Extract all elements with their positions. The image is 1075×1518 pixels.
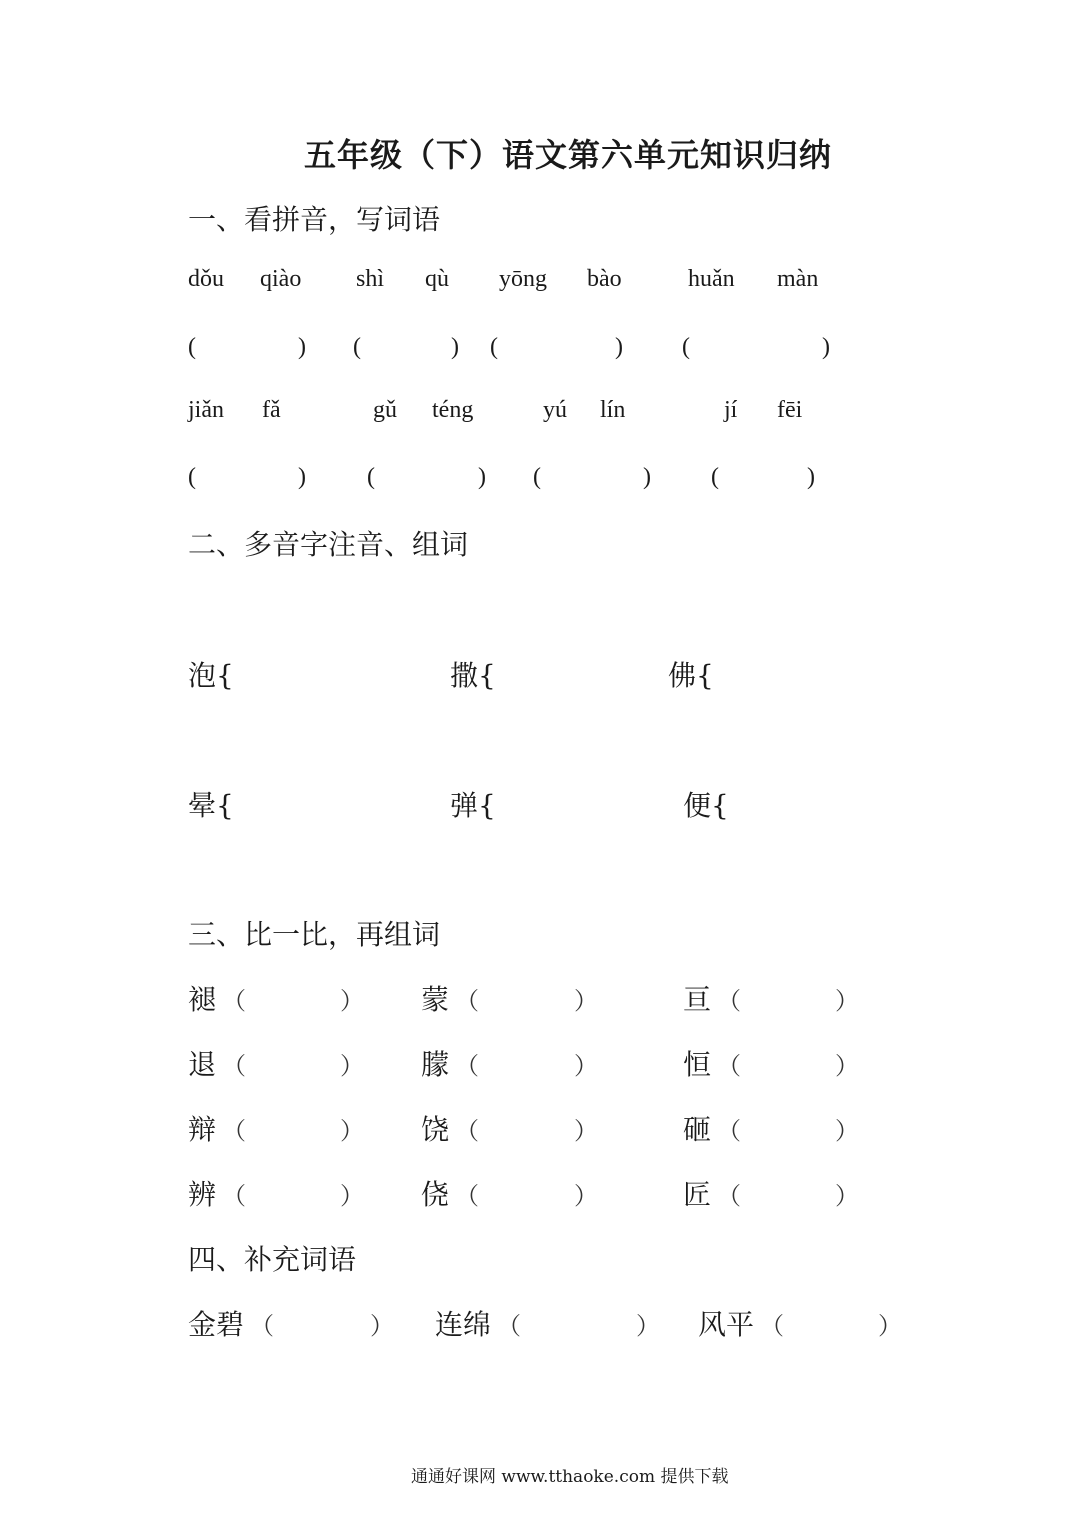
section-4-heading: 四、补充词语	[188, 1243, 357, 1276]
compare-char: 退	[188, 1048, 217, 1081]
polyphone-item: 便{	[683, 789, 729, 822]
answer-blank-close: ）	[574, 1052, 598, 1080]
page-title: 五年级（下）语文第六单元知识归纳	[304, 136, 833, 174]
compare-char: 砸	[683, 1113, 712, 1146]
answer-blank-open: （	[455, 1182, 479, 1210]
answer-blank-close: ）	[370, 1312, 394, 1340]
pinyin: lín	[600, 397, 626, 423]
answer-blank-open: (	[533, 464, 541, 490]
answer-blank-close: ）	[340, 1182, 364, 1210]
pinyin: shì	[356, 266, 385, 292]
compare-char: 辩	[188, 1113, 217, 1146]
answer-blank-close: )	[298, 334, 306, 360]
answer-blank-close: ）	[340, 987, 364, 1015]
idiom-prefix: 风平	[698, 1308, 755, 1341]
polyphone-item: 晕{	[188, 789, 234, 822]
compare-char: 亘	[683, 983, 712, 1016]
answer-blank-open: （	[455, 1052, 479, 1080]
compare-char: 朦	[421, 1048, 450, 1081]
compare-char: 褪	[188, 983, 217, 1016]
answer-blank-open: (	[682, 334, 690, 360]
answer-blank-open: （	[717, 987, 741, 1015]
pinyin: huǎn	[688, 266, 735, 292]
compare-char: 侥	[421, 1178, 450, 1211]
answer-blank-close: ）	[835, 987, 859, 1015]
answer-blank-close: ）	[340, 1052, 364, 1080]
idiom-prefix: 金碧	[188, 1308, 245, 1341]
answer-blank-open: （	[760, 1312, 784, 1340]
polyphone-item: 佛{	[668, 659, 714, 692]
polyphone-item: 泡{	[188, 659, 234, 692]
compare-char: 辨	[188, 1178, 217, 1211]
answer-blank-open: （	[455, 987, 479, 1015]
pinyin: dǒu	[188, 266, 224, 292]
answer-blank-open: （	[717, 1052, 741, 1080]
answer-blank-open: （	[222, 987, 246, 1015]
pinyin: yú	[543, 397, 567, 423]
answer-blank-open: (	[711, 464, 719, 490]
compare-char: 蒙	[421, 983, 450, 1016]
pinyin: jí	[724, 397, 738, 423]
answer-blank-open: (	[353, 334, 361, 360]
answer-blank-close: )	[478, 464, 486, 490]
answer-blank-open: （	[250, 1312, 274, 1340]
answer-blank-open: （	[717, 1182, 741, 1210]
pinyin: yōng	[499, 266, 547, 292]
answer-blank-open: （	[497, 1312, 521, 1340]
answer-blank-open: (	[188, 464, 196, 490]
answer-blank-open: (	[188, 334, 196, 360]
answer-blank-open: （	[222, 1052, 246, 1080]
compare-char: 恒	[683, 1048, 712, 1081]
answer-blank-open: (	[367, 464, 375, 490]
answer-blank-close: )	[822, 334, 830, 360]
answer-blank-close: ）	[574, 987, 598, 1015]
section-3-heading: 三、比一比，再组词	[188, 918, 441, 951]
answer-blank-close: )	[807, 464, 815, 490]
polyphone-item: 撒{	[450, 659, 496, 692]
answer-blank-close: ）	[574, 1182, 598, 1210]
answer-blank-close: ）	[574, 1117, 598, 1145]
pinyin: bào	[587, 266, 622, 292]
pinyin: qiào	[260, 266, 302, 292]
answer-blank-close: ）	[835, 1182, 859, 1210]
answer-blank-open: (	[490, 334, 498, 360]
answer-blank-close: )	[615, 334, 623, 360]
pinyin: màn	[777, 266, 819, 292]
answer-blank-close: )	[643, 464, 651, 490]
answer-blank-open: （	[455, 1117, 479, 1145]
pinyin: fēi	[777, 397, 803, 423]
answer-blank-close: ）	[835, 1052, 859, 1080]
compare-char: 饶	[421, 1113, 450, 1146]
section-2-heading: 二、多音字注音、组词	[188, 528, 469, 561]
section-1-heading: 一、看拼音，写词语	[188, 203, 441, 236]
answer-blank-close: )	[451, 334, 459, 360]
compare-char: 匠	[683, 1178, 712, 1211]
answer-blank-close: )	[298, 464, 306, 490]
answer-blank-open: （	[717, 1117, 741, 1145]
answer-blank-close: ）	[636, 1312, 660, 1340]
answer-blank-open: （	[222, 1117, 246, 1145]
footer-source: 通通好课网 www.tthaoke.com 提供下载	[411, 1467, 729, 1487]
answer-blank-close: ）	[878, 1312, 902, 1340]
pinyin: jiǎn	[188, 397, 224, 423]
answer-blank-close: ）	[340, 1117, 364, 1145]
idiom-prefix: 连绵	[435, 1308, 492, 1341]
pinyin: téng	[432, 397, 474, 423]
answer-blank-close: ）	[835, 1117, 859, 1145]
pinyin: gǔ	[373, 397, 397, 423]
pinyin: fǎ	[262, 397, 281, 423]
pinyin: qù	[425, 266, 449, 292]
answer-blank-open: （	[222, 1182, 246, 1210]
polyphone-item: 弹{	[450, 789, 496, 822]
